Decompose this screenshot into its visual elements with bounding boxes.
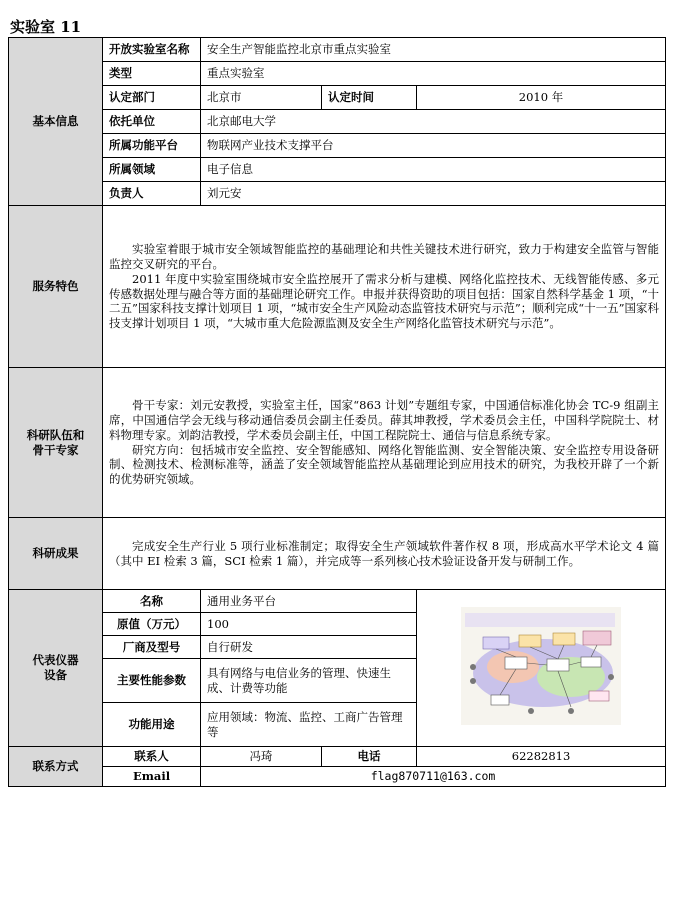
- time-value: 2010 年: [417, 86, 666, 110]
- instrument-name-value: 通用业务平台: [201, 590, 417, 613]
- results-text: [103, 518, 666, 590]
- contact-person-value: 冯琦: [201, 747, 322, 767]
- section-instrument-line1: 代表仪器: [32, 653, 79, 668]
- features-text: [103, 206, 666, 368]
- instrument-value-label: 原值（万元）: [103, 613, 201, 636]
- lab-info-table: [8, 37, 666, 787]
- team-text: [103, 368, 666, 518]
- field-label: 所属领域: [103, 158, 201, 182]
- section-research-team: [9, 368, 103, 518]
- type-label: 类型: [103, 62, 201, 86]
- instrument-value-value: 100: [201, 613, 417, 636]
- leader-label: 负责人: [103, 182, 201, 206]
- dept-value: 北京市: [201, 86, 322, 110]
- instrument-perf-value: 具有网络与电信业务的管理、快速生成、计费等功能: [201, 659, 417, 703]
- platform-diagram-image: [417, 590, 666, 747]
- lab-name-value: 安全生产智能监控北京市重点实验室: [201, 38, 666, 62]
- instrument-perf-label: 主要性能参数: [103, 659, 201, 703]
- section-service-features: 服务特色: [9, 206, 103, 368]
- instrument-maker-value: 自行研发: [201, 636, 417, 659]
- contact-phone-value: 62282813: [417, 747, 666, 767]
- contact-email-value: flag870711@163.com: [201, 767, 666, 787]
- instrument-use-label: 功能用途: [103, 703, 201, 747]
- section-instrument: [9, 590, 103, 747]
- instrument-use-value: 应用领域：物流、监控、工商广告管理等: [201, 703, 417, 747]
- team-paragraph-1: 骨干专家：刘元安教授，实验室主任，国家“863 计划”专题组专家，中国通信标准化协会 TC-9 组副主席，中国通信学会无线与移动通信委员会副主任委员。薛其坤教授，学术委员会主任，中国科学院院士、材料物理专家。刘韵洁教授，学术委员会副主任，中国工程院院士、通信与信息系统专家。: [109, 397, 660, 442]
- host-value: 北京邮电大学: [201, 110, 666, 134]
- section-instrument-line2: 设备: [44, 668, 67, 682]
- contact-person-label: 联系人: [103, 747, 201, 767]
- section-basic-info: 基本信息: [9, 38, 103, 206]
- platform-value: 物联网产业技术支撑平台: [201, 134, 666, 158]
- features-paragraph-1: 实验室着眼于城市安全领域智能监控的基础理论和共性关键技术进行研究，致力于构建安全监管与智能监控交叉研究的平台。: [109, 241, 660, 271]
- type-value: 重点实验室: [201, 62, 666, 86]
- field-value: 电子信息: [201, 158, 666, 182]
- contact-email-label: Email: [103, 767, 201, 787]
- section-research-team-line1: 科研队伍和: [26, 427, 85, 442]
- network-diagram-picture: [461, 607, 621, 725]
- time-label: 认定时间: [322, 86, 417, 110]
- page-title: 实验室 11: [10, 18, 82, 36]
- leader-value: 刘元安: [201, 182, 666, 206]
- team-paragraph-2: 研究方向：包括城市安全监控、安全智能感知、网络化智能监测、安全智能决策、安全监控专用设备研制、检测技术、检测标准等，涵盖了安全领域智能监控从基础理论到应用技术的研究，为我校开辟了一个新的优势研究领域。: [109, 442, 660, 487]
- instrument-maker-label: 厂商及型号: [103, 636, 201, 659]
- platform-label: 所属功能平台: [103, 134, 201, 158]
- section-research-team-line2: 骨干专家: [32, 442, 79, 457]
- instrument-name-label: 名称: [103, 590, 201, 613]
- lab-name-label: 开放实验室名称: [103, 38, 201, 62]
- results-paragraph-1: 完成安全生产行业 5 项行业标准制定；取得安全生产领域软件著作权 8 项，形成高水平学术论文 4 篇（其中 EI 检索 3 篇，SCI 检索 1 篇），并完成等一系列核心技术验证设备开发与研制工作。: [109, 538, 660, 568]
- section-contact: 联系方式: [9, 747, 103, 787]
- section-research-results: 科研成果: [9, 518, 103, 590]
- dept-label: 认定部门: [103, 86, 201, 110]
- features-paragraph-2: 2011 年度中实验室围绕城市安全监控展开了需求分析与建模、网络化监控技术、无线智能传感、多元传感数据处理与融合等方面的基础理论研究工作。申报并获得资助的项目包括：国家自然科学基金 1 项，“十二五”国家科技支撑计划项目 1 项，“城市安全生产风险动态监管技术研究与示范”；顺利完成“十一五”国家科技支撑计划项目 1 项，“大城市重大危险源监测及安全生产网络化监管技术研究与示范”。: [109, 271, 660, 331]
- host-label: 依托单位: [103, 110, 201, 134]
- contact-phone-label: 电话: [322, 747, 417, 767]
